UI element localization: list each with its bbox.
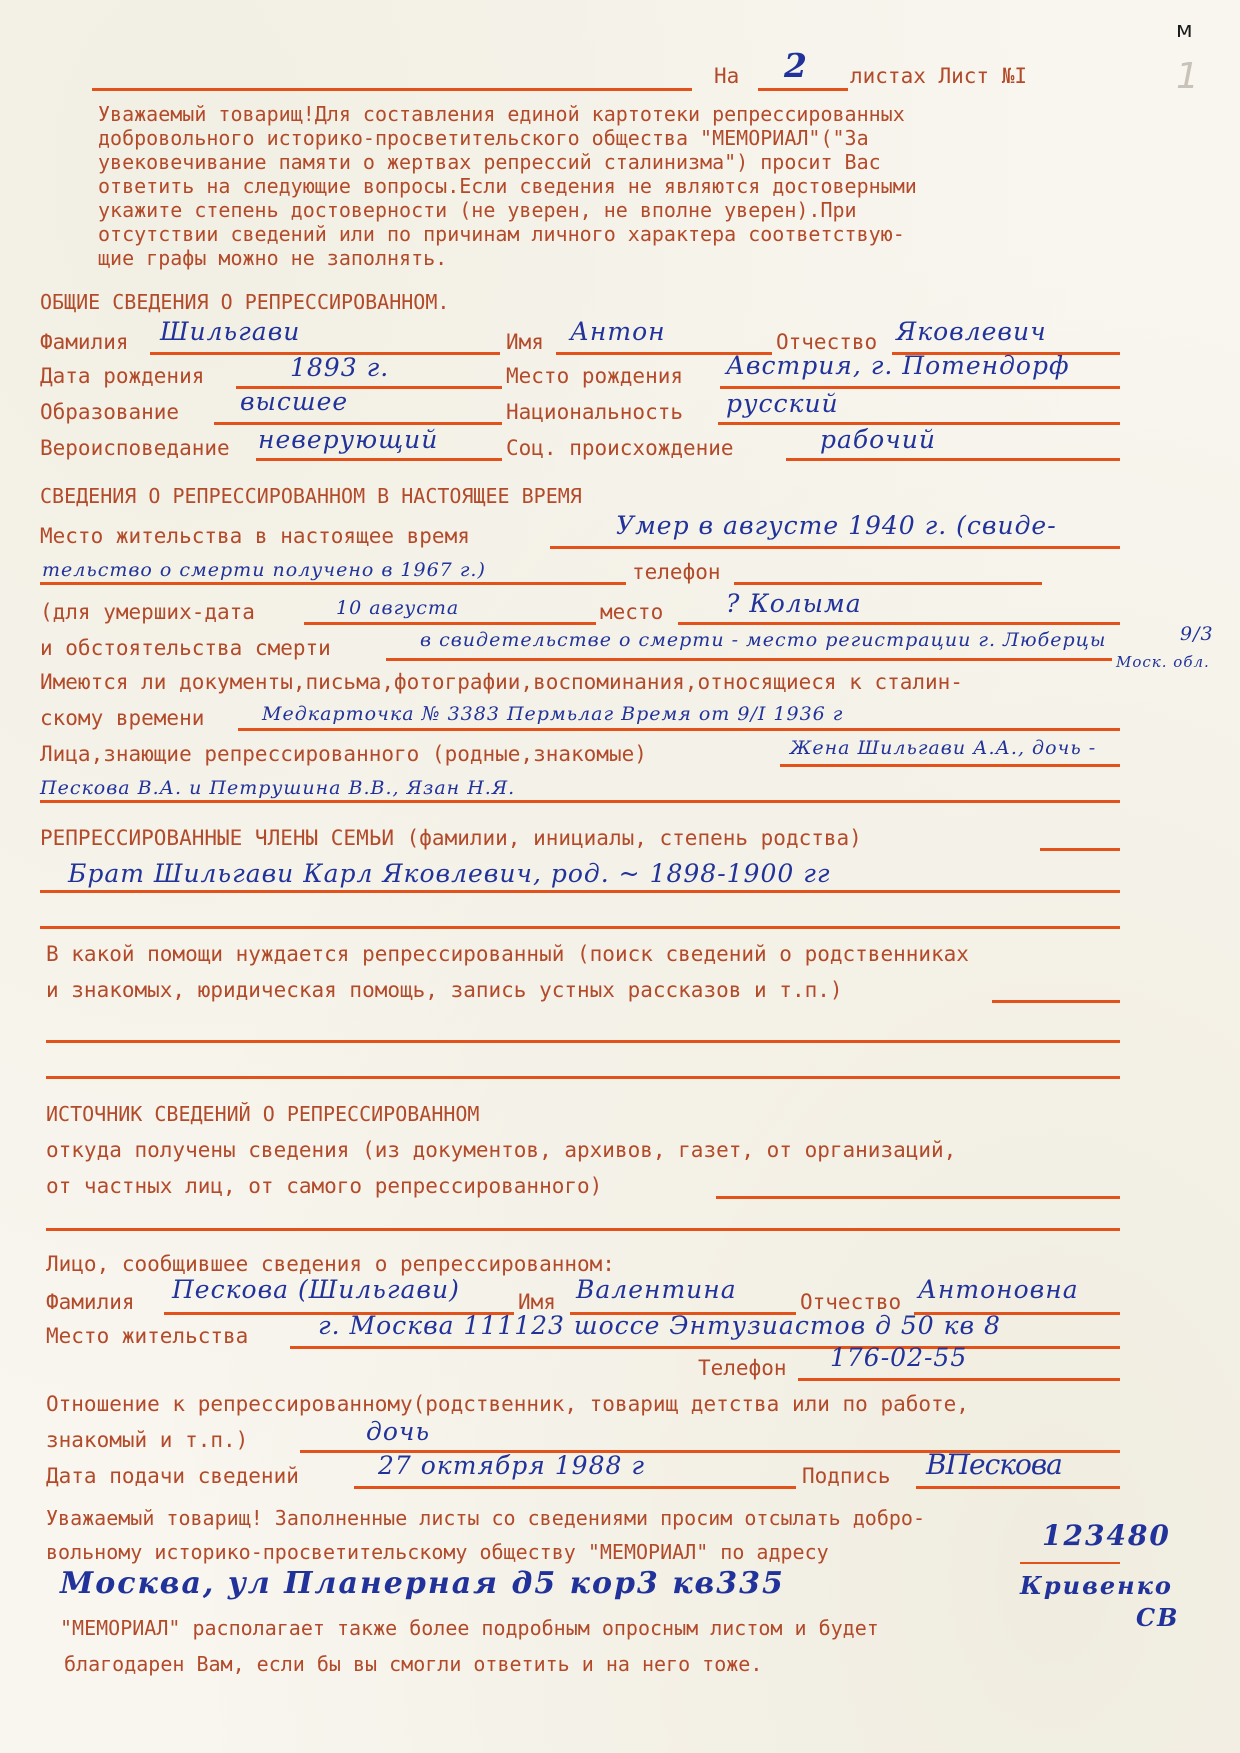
date-value: 27 октября 1988 г bbox=[378, 1451, 645, 1480]
date-line bbox=[354, 1486, 796, 1489]
informant-residence-label: Место жительства bbox=[46, 1324, 249, 1348]
postcode: 123480 bbox=[1042, 1519, 1171, 1552]
nationality-label: Национальность bbox=[506, 400, 684, 424]
informant-surname-label: Фамилия bbox=[46, 1290, 135, 1314]
informant-surname-value: Пескова (Шильгави) bbox=[172, 1275, 460, 1304]
documents-label-line1: Имеются ли документы,письма,фотографии,воспоминания,относящиеся к сталин- bbox=[40, 670, 963, 694]
source-label-line1: откуда получены сведения (из документов, архивов, газет, от организаций, bbox=[46, 1138, 957, 1162]
footer-line: Уважаемый товарищ! Заполненные листы со сведениями просим отсылать добро- bbox=[46, 1506, 925, 1530]
help-line-1 bbox=[992, 1000, 1120, 1003]
intro-line: укажите степень достоверности (не уверен, не вполне уверен).При bbox=[98, 198, 857, 222]
header-prefix: На bbox=[714, 64, 740, 88]
sheet-count-line bbox=[758, 88, 848, 91]
circumstances-value: в свидетельстве о смерти - место регистрации г. Люберцы bbox=[420, 629, 1107, 651]
place-label: место bbox=[600, 600, 664, 624]
intro-line: отсутствии сведений или по причинам личного характера соответствую- bbox=[98, 222, 905, 246]
surname-label: Фамилия bbox=[40, 330, 129, 354]
circumstances-line bbox=[386, 658, 1112, 661]
recipient: Кривенко bbox=[1020, 1571, 1173, 1600]
section-general-title: ОБЩИЕ СВЕДЕНИЯ О РЕПРЕССИРОВАННОМ. bbox=[40, 290, 450, 314]
informant-name-value: Валентина bbox=[576, 1275, 737, 1304]
source-label-line2: от частных лиц, от самого репрессированного) bbox=[46, 1174, 603, 1198]
footer-line: благодарен Вам, если бы вы смогли ответить и на него тоже. bbox=[64, 1652, 763, 1676]
nationality-value: русский bbox=[726, 389, 839, 418]
residence-value-line2: тельство о смерти получено в 1967 г.) bbox=[42, 559, 486, 581]
header-suffix: листах Лист №I bbox=[850, 64, 1028, 88]
death-place-line bbox=[678, 622, 1120, 625]
residence-line-2 bbox=[40, 582, 626, 585]
death-date-value: 10 августа bbox=[336, 597, 460, 619]
deceased-label: (для умерших-дата bbox=[40, 600, 255, 624]
intro-line: добровольного историко-просветительского общества "МЕМОРИАЛ"("За bbox=[98, 126, 869, 150]
relation-label-line2: знакомый и т.п.) bbox=[46, 1428, 249, 1452]
family-line-3 bbox=[40, 926, 1120, 929]
date-label: Дата подачи сведений bbox=[46, 1464, 299, 1488]
pencil-number: 1 bbox=[1176, 56, 1199, 97]
residence-label: Место жительства в настоящее время bbox=[40, 524, 470, 548]
family-line-1 bbox=[1040, 848, 1120, 851]
informant-patronymic-value: Антоновна bbox=[918, 1275, 1079, 1304]
informant-residence-line bbox=[290, 1346, 1120, 1349]
corner-mark: м bbox=[1176, 18, 1193, 43]
intro-line: Уважаемый товарищ!Для составления единой картотеки репрессированных bbox=[98, 102, 905, 126]
intro-line: увековечивание памяти о жертвах репрессий сталинизма") просит Вас bbox=[98, 150, 881, 174]
religion-line bbox=[256, 458, 502, 461]
informant-phone-label: Телефон bbox=[698, 1356, 787, 1380]
birthplace-label: Место рождения bbox=[506, 364, 684, 388]
acquaintances-label: Лица,знающие репрессированного (родные,знакомые) bbox=[40, 742, 647, 766]
acquaintances-value-line2: Пескова В.А. и Петрушина В.В., Язан Н.Я. bbox=[40, 777, 516, 799]
informant-phone-line bbox=[798, 1378, 1120, 1381]
informant-name-label: Имя bbox=[518, 1290, 556, 1314]
phone-label: телефон bbox=[632, 560, 721, 584]
documents-line bbox=[238, 728, 1120, 731]
birthdate-value: 1893 г. bbox=[290, 353, 390, 382]
documents-value: Медкарточка № 3383 Пермьлаг Время от 9/I 1936 г bbox=[262, 703, 844, 725]
help-line-2 bbox=[46, 1040, 1120, 1043]
death-date-line bbox=[304, 622, 596, 625]
surname-value: Шильгави bbox=[160, 317, 301, 346]
informant-patronymic-label: Отчество bbox=[800, 1290, 902, 1314]
name-value: Антон bbox=[570, 317, 666, 346]
religion-value: неверующий bbox=[258, 425, 439, 454]
acquaintances-value-line1: Жена Шильгави А.А., дочь - bbox=[790, 737, 1097, 759]
informant-title: Лицо, сообщившее сведения о репрессированном: bbox=[46, 1252, 615, 1276]
origin-value: рабочий bbox=[820, 425, 936, 454]
residence-line-1 bbox=[550, 546, 1120, 549]
section-source-title: ИСТОЧНИК СВЕДЕНИЙ О РЕПРЕССИРОВАННОМ bbox=[46, 1102, 480, 1126]
footer-line: "МЕМОРИАЛ" располагает также более подробным опросным листом и будет bbox=[60, 1616, 879, 1640]
family-line-2 bbox=[40, 890, 1120, 893]
footer-line: вольному историко-просветительскому обществу "МЕМОРИАЛ" по адресу bbox=[46, 1540, 829, 1564]
help-line-3 bbox=[46, 1076, 1120, 1079]
informant-phone-value: 176-02-55 bbox=[830, 1343, 968, 1372]
address-line-1 bbox=[1020, 1562, 1120, 1564]
intro-line: щие графы можно не заполнять. bbox=[98, 246, 448, 270]
signature: ВПескова bbox=[926, 1448, 1062, 1481]
relation-label-line1: Отношение к репрессированному(родственник, товарищ детства или по работе, bbox=[46, 1392, 969, 1416]
phone-line bbox=[734, 582, 1042, 585]
help-label-line2: и знакомых, юридическая помощь, запись устных рассказов и т.п.) bbox=[46, 978, 843, 1002]
help-label-line1: В какой помощи нуждается репрессированный (поиск сведений о родственниках bbox=[46, 942, 969, 966]
circumstances-label: и обстоятельства смерти bbox=[40, 636, 331, 660]
sheet-count: 2 bbox=[784, 46, 809, 85]
informant-residence-value: г. Москва 111123 шоссе Энтузиастов д 50 кв 8 bbox=[318, 1311, 1001, 1340]
source-line-1 bbox=[716, 1196, 1120, 1199]
documents-label-line2: скому времени bbox=[40, 706, 205, 730]
birthdate-label: Дата рождения bbox=[40, 364, 205, 388]
residence-value-line1: Умер в августе 1940 г. (свиде- bbox=[616, 511, 1057, 540]
circumstances-region: Моск. обл. bbox=[1116, 653, 1210, 671]
acquaintances-line-2 bbox=[40, 800, 1120, 803]
section-present-title: СВЕДЕНИЯ О РЕПРЕССИРОВАННОМ В НАСТОЯЩЕЕ ВРЕМЯ bbox=[40, 484, 582, 508]
header-left-line bbox=[92, 88, 692, 91]
death-place-value: ? Колыма bbox=[726, 589, 862, 618]
signature-line bbox=[916, 1486, 1120, 1489]
relation-value: дочь bbox=[366, 1417, 431, 1446]
recipient-initials: СВ bbox=[1136, 1603, 1180, 1632]
religion-label: Вероисповедание bbox=[40, 436, 230, 460]
family-label: РЕПРЕССИРОВАННЫЕ ЧЛЕНЫ СЕМЬИ (фамилии, инициалы, степень родства) bbox=[40, 826, 862, 850]
source-line-2 bbox=[46, 1228, 1120, 1231]
signature-label: Подпись bbox=[802, 1464, 891, 1488]
patronymic-label: Отчество bbox=[776, 330, 878, 354]
family-value: Брат Шильгави Карл Яковлевич, род. ~ 1898-1900 гг bbox=[68, 859, 831, 888]
circumstances-note: 9/3 bbox=[1180, 623, 1214, 645]
address: Москва, ул Планерная д5 кор3 кв335 bbox=[60, 1566, 785, 1601]
education-label: Образование bbox=[40, 400, 180, 424]
intro-line: ответить на следующие вопросы.Если сведения не являются достоверными bbox=[98, 174, 917, 198]
origin-line bbox=[786, 458, 1120, 461]
acquaintances-line-1 bbox=[780, 764, 1120, 767]
name-label: Имя bbox=[506, 330, 544, 354]
origin-label: Соц. происхождение bbox=[506, 436, 734, 460]
education-value: высшее bbox=[240, 387, 349, 416]
patronymic-value: Яковлевич bbox=[896, 317, 1047, 346]
birthplace-value: Австрия, г. Потендорф bbox=[726, 351, 1070, 380]
